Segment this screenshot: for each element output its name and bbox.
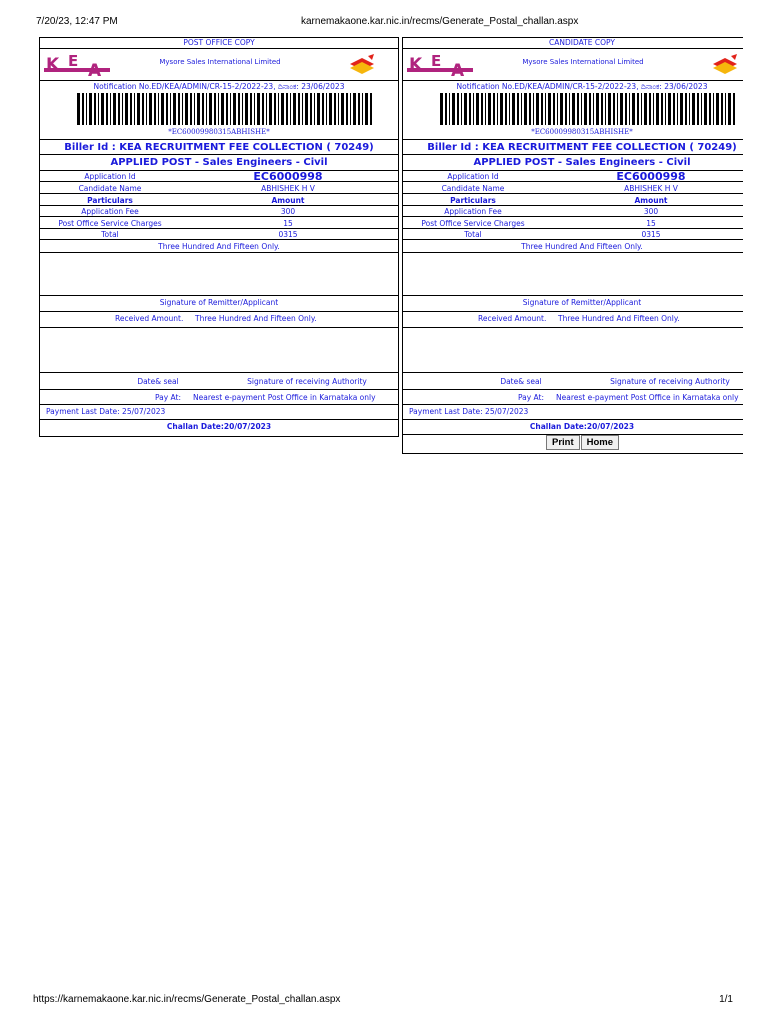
print-datetime: 7/20/23, 12:47 PM	[36, 16, 118, 27]
application-fee-row: Application Fee 300	[403, 206, 743, 217]
service-charges-row: Post Office Service Charges 15	[403, 218, 743, 229]
payment-last-date: Payment Last Date: 25/07/2023	[403, 405, 743, 420]
home-button[interactable]: Home	[581, 435, 619, 450]
seal-space	[403, 328, 743, 373]
barcode-text: *EC60009980315ABHISHE*	[531, 128, 633, 136]
svg-text:E: E	[431, 53, 442, 70]
total-row: Total 0315	[40, 229, 398, 240]
msil-name: Mysore Sales International Limited	[522, 58, 644, 66]
kea-logo	[407, 53, 473, 77]
signature-remitter: Signature of Remitter/Applicant	[40, 296, 398, 312]
total-row: Total 0315	[403, 229, 743, 240]
print-header	[0, 16, 768, 30]
candidate-name-row: Candidate Name ABHISHEK H V	[40, 183, 398, 194]
application-fee-row: Application Fee 300	[40, 206, 398, 217]
signature-remitter: Signature of Remitter/Applicant	[403, 296, 743, 312]
application-id-row: Application Id EC6000998	[40, 171, 398, 182]
svg-text:A: A	[88, 61, 102, 77]
pay-at-row: Pay At: Nearest e-payment Post Office in Karnataka only	[40, 390, 398, 405]
svg-text:A: A	[451, 61, 465, 77]
print-page-title: karnemakaone.kar.nic.in/recms/Generate_Postal_challan.aspx	[301, 16, 579, 27]
applied-post: APPLIED POST - Sales Engineers - Civil	[40, 155, 398, 171]
notification-line: Notification No.ED/KEA/ADMIN/CR-15-2/2022-23, ದಿನಾಂಕ: 23/06/2023	[93, 82, 345, 91]
received-amount-row: Received Amount. Three Hundred And Fifteen Only.	[403, 312, 743, 328]
post-office-copy	[39, 37, 399, 437]
biller-id: Biller Id : KEA RECRUITMENT FEE COLLECTION ( 70249)	[40, 139, 398, 155]
signature-space	[40, 253, 398, 296]
logo-row	[40, 49, 398, 81]
print-url: https://karnemakaone.kar.nic.in/recms/Generate_Postal_challan.aspx	[33, 994, 341, 1005]
india-post-logo	[709, 54, 741, 76]
svg-text:E: E	[68, 53, 79, 70]
payment-last-date: Payment Last Date: 25/07/2023	[40, 405, 398, 420]
page-number: 1/1	[719, 994, 733, 1005]
india-post-logo	[346, 54, 378, 76]
challan-date: Challan Date:20/07/2023	[403, 420, 743, 435]
svg-text:K: K	[409, 55, 423, 75]
amount-in-words: Three Hundred And Fifteen Only.	[40, 241, 398, 253]
date-seal-row: Date& seal Signature of receiving Authority	[40, 374, 398, 390]
kea-logo	[44, 53, 110, 77]
copy-title: POST OFFICE COPY	[40, 38, 398, 49]
msil-name: Mysore Sales International Limited	[159, 58, 281, 66]
biller-id: Biller Id : KEA RECRUITMENT FEE COLLECTION ( 70249)	[403, 139, 743, 155]
barcode	[440, 93, 736, 125]
barcode-text: *EC60009980315ABHISHE*	[168, 128, 270, 136]
pay-at-row: Pay At: Nearest e-payment Post Office in Karnataka only	[403, 390, 743, 405]
particulars-header-row: Particulars Amount	[40, 195, 398, 206]
svg-text:K: K	[46, 55, 60, 75]
candidate-name-row: Candidate Name ABHISHEK H V	[403, 183, 743, 194]
barcode	[77, 93, 373, 125]
particulars-header-row: Particulars Amount	[403, 195, 743, 206]
applied-post: APPLIED POST - Sales Engineers - Civil	[403, 155, 743, 171]
print-button[interactable]: Print	[546, 435, 580, 450]
application-id-row: Application Id EC6000998	[403, 171, 743, 182]
copy-title: CANDIDATE COPY	[403, 38, 743, 49]
notification-line: Notification No.ED/KEA/ADMIN/CR-15-2/2022-23, ದಿನಾಂಕ: 23/06/2023	[456, 82, 708, 91]
print-footer	[0, 994, 768, 1008]
logo-row	[403, 49, 743, 81]
amount-in-words: Three Hundred And Fifteen Only.	[403, 241, 743, 253]
received-amount-row: Received Amount. Three Hundred And Fifteen Only.	[40, 312, 398, 328]
date-seal-row: Date& seal Signature of receiving Authority	[403, 374, 743, 390]
challan-date: Challan Date:20/07/2023	[166, 422, 272, 431]
candidate-copy	[402, 37, 743, 454]
service-charges-row: Post Office Service Charges 15	[40, 218, 398, 229]
signature-space	[403, 253, 743, 296]
seal-space	[40, 328, 398, 373]
action-buttons	[546, 435, 620, 450]
